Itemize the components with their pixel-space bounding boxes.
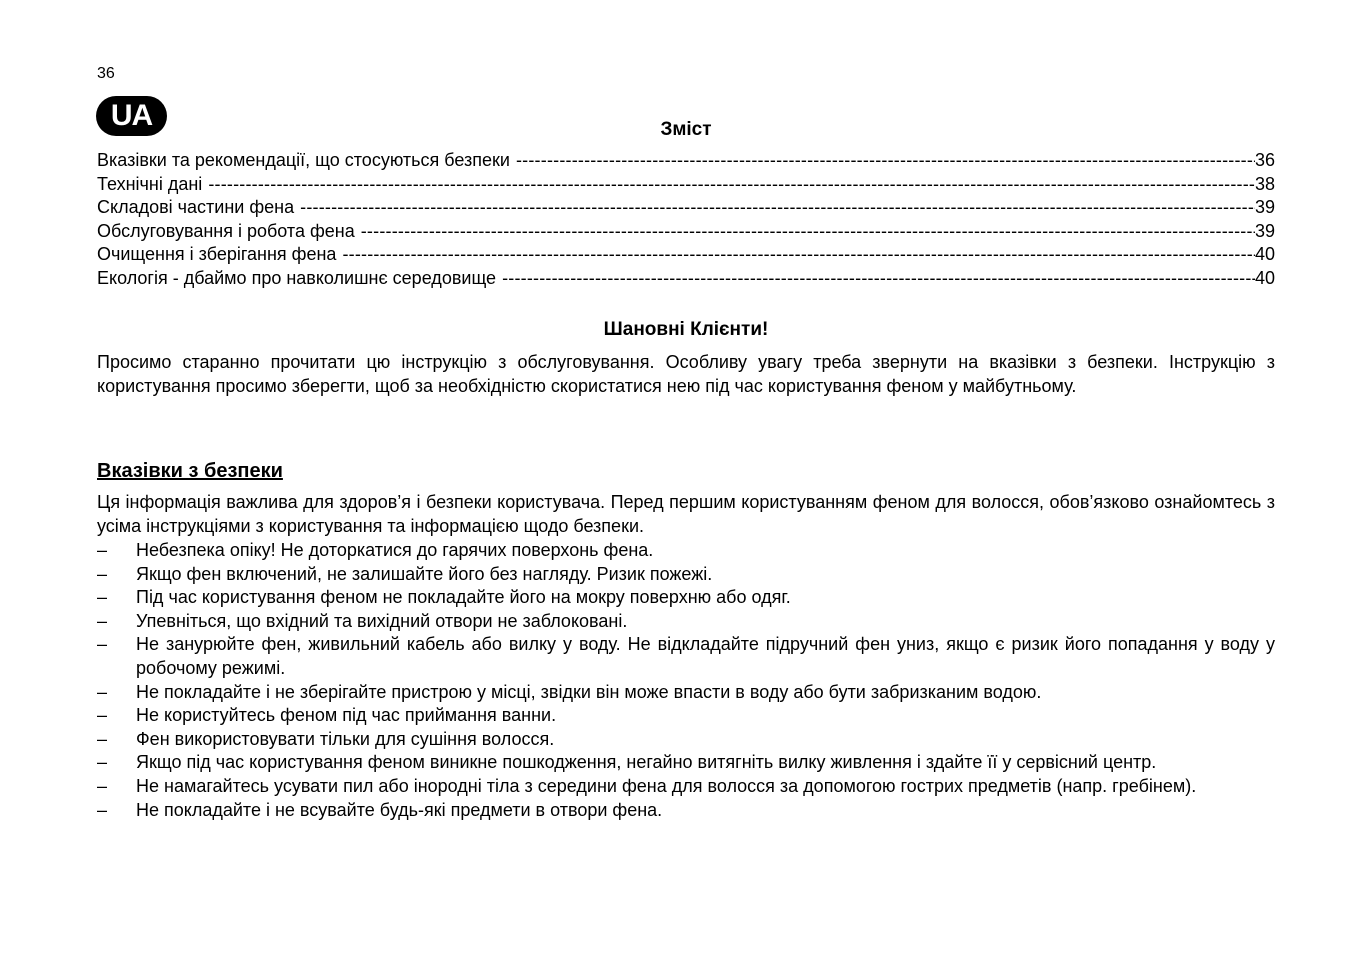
list-item-text: Не намагайтесь усувати пил або інородні тіла з середини фена для волосся за допомогою гострих предметів (напр. гребінем). bbox=[136, 775, 1197, 796]
list-item bbox=[97, 775, 1275, 799]
toc-leader-dots bbox=[361, 220, 1255, 244]
toc-entry-page: 40 bbox=[1254, 267, 1275, 288]
toc-leader-dots bbox=[342, 243, 1255, 267]
page-number: 36 bbox=[97, 65, 115, 82]
table-of-contents bbox=[97, 149, 1275, 291]
list-item-text: Не користуйтесь феном під час приймання ванни. bbox=[136, 705, 557, 726]
dash-bullet-icon: – bbox=[97, 775, 108, 796]
toc-entry[interactable] bbox=[97, 243, 1275, 267]
safety-heading: Вказівки з безпеки bbox=[97, 460, 283, 482]
list-item bbox=[97, 610, 1275, 634]
list-item bbox=[97, 728, 1275, 752]
list-item bbox=[97, 799, 1275, 823]
toc-entry[interactable] bbox=[97, 196, 1275, 220]
toc-leader-dots bbox=[516, 149, 1255, 173]
toc-title: Зміст bbox=[660, 119, 712, 140]
toc-entry-page: 38 bbox=[1254, 173, 1275, 194]
dash-bullet-icon: – bbox=[97, 587, 108, 608]
toc-entry[interactable] bbox=[97, 173, 1275, 197]
dash-bullet-icon: – bbox=[97, 563, 108, 584]
manual-page bbox=[97, 0, 1275, 954]
list-item-text: Не покладайте і не всувайте будь-які предмети в отвори фена. bbox=[136, 799, 663, 820]
greeting-text: Просимо старанно прочитати цю інструкцію з обслуговування. Особливу увагу треба звернути на вказівки з безпеки. Інструкцію з користування просимо зберегти, щоб за необхідністю скористатися нею під час користування феном у майбутньому. bbox=[97, 352, 1275, 396]
toc-entry-page: 39 bbox=[1254, 220, 1275, 241]
safety-instructions-list bbox=[97, 539, 1275, 822]
list-item bbox=[97, 563, 1275, 587]
list-item-text: Якщо фен включений, не залишайте його без нагляду. Ризик пожежі. bbox=[136, 563, 713, 584]
list-item-text: Небезпека опіку! Не доторкатися до гарячих поверхонь фена. bbox=[136, 540, 654, 560]
dash-bullet-icon: – bbox=[97, 540, 108, 560]
dash-bullet-icon: – bbox=[97, 728, 108, 749]
list-item-text: Якщо під час користування феном виникне пошкодження, негайно витягніть вилку живлення і здайте її у сервісний центр. bbox=[136, 752, 1157, 773]
list-item-text: Упевніться, що вхідний та вихідний отвори не заблоковані. bbox=[136, 610, 628, 631]
list-item bbox=[97, 751, 1275, 775]
greeting-title: Шановні Клієнти! bbox=[603, 319, 769, 340]
toc-entry-page: 40 bbox=[1254, 244, 1275, 265]
toc-entry-page: 39 bbox=[1254, 197, 1275, 218]
list-item bbox=[97, 704, 1275, 728]
dash-bullet-icon: – bbox=[97, 752, 108, 773]
list-item-text: Фен використовувати тільки для сушіння волосся. bbox=[136, 728, 555, 749]
toc-entry-page: 36 bbox=[1254, 150, 1275, 170]
safety-intro-text: Ця інформація важлива для здоров’я і безпеки користувача. Перед першим користуванням феном для волосся, обов’язково ознайомтесь з усіма інструкціями з користування та інформацією щодо безпеки. bbox=[97, 492, 1275, 536]
list-item bbox=[97, 539, 1275, 563]
toc-entry-label: Вказівки та рекомендації, що стосуються безпеки bbox=[97, 150, 510, 170]
language-badge: UA bbox=[96, 96, 167, 136]
list-item bbox=[97, 633, 1275, 680]
list-item-text: Не занурюйте фен, живильний кабель або вилку у воду. Не відкладайте підручний фен униз, якщо є ризик його попадання у воду у робочому режимі. bbox=[136, 634, 1275, 678]
toc-entry-label: Технічні дані bbox=[97, 173, 203, 194]
list-item bbox=[97, 586, 1275, 610]
toc-entry[interactable] bbox=[97, 267, 1275, 291]
dash-bullet-icon: – bbox=[97, 681, 108, 702]
list-item-text: Не покладайте і не зберігайте пристрою у місці, звідки він може впасти в воду або бути забризканим водою. bbox=[136, 681, 1042, 702]
toc-leader-dots bbox=[502, 267, 1255, 291]
list-item-text: Під час користування феном не покладайте його на мокру поверхню або одяг. bbox=[136, 587, 791, 608]
toc-entry-label: Обслуговування і робота фена bbox=[97, 220, 355, 241]
toc-entry-label: Складові частини фена bbox=[97, 197, 295, 218]
toc-leader-dots bbox=[208, 173, 1255, 197]
toc-entry[interactable] bbox=[97, 149, 1275, 173]
toc-entry[interactable] bbox=[97, 220, 1275, 244]
toc-entry-label: Екологія - дбаймо про навколишнє середовище bbox=[97, 267, 497, 288]
dash-bullet-icon: – bbox=[97, 610, 108, 631]
list-item bbox=[97, 681, 1275, 705]
dash-bullet-icon: – bbox=[97, 705, 108, 726]
dash-bullet-icon: – bbox=[97, 799, 108, 820]
toc-leader-dots bbox=[300, 196, 1255, 220]
toc-entry-label: Очищення і зберігання фена bbox=[97, 244, 337, 265]
dash-bullet-icon: – bbox=[97, 634, 108, 655]
